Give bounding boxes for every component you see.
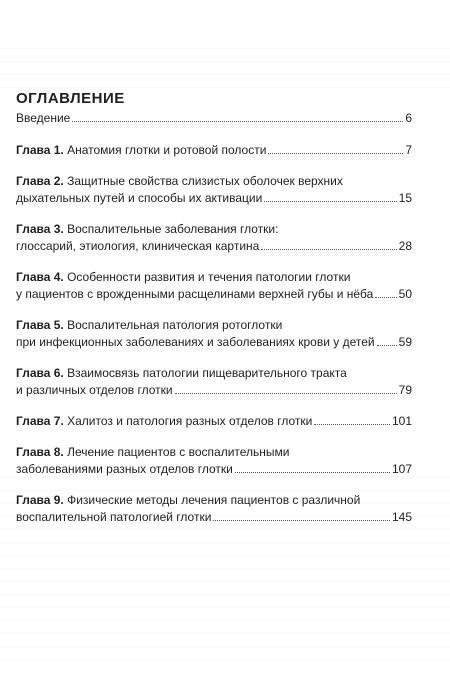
leader-dots bbox=[235, 472, 390, 473]
leader-dots bbox=[314, 424, 390, 425]
page-number: 28 bbox=[398, 239, 412, 253]
chapter-label: Глава 9. bbox=[16, 493, 68, 507]
entry-last-line bbox=[16, 382, 412, 399]
chapter-label: Глава 3. bbox=[16, 222, 68, 236]
chapter-label: Глава 8. bbox=[16, 445, 68, 459]
chapter-label: Глава 2. bbox=[16, 174, 68, 188]
entry-title-text: Воспалительные заболевания глотки: bbox=[67, 222, 279, 236]
page-number: 145 bbox=[391, 510, 412, 524]
entry-title-text: Глава 1. Анатомия глотки и ротовой полости bbox=[16, 143, 267, 157]
entry-title-text: Физические методы лечения пациентов с различной bbox=[67, 493, 361, 507]
toc-entry[interactable] bbox=[16, 492, 412, 526]
page-number: 59 bbox=[398, 335, 412, 349]
entry-last-line bbox=[16, 110, 412, 127]
entry-title-line bbox=[16, 173, 412, 190]
entry-title-text: Введение bbox=[16, 111, 71, 125]
toc-list bbox=[16, 110, 412, 540]
entry-title-text: и различных отделов глотки bbox=[16, 383, 173, 397]
page-number: 101 bbox=[391, 414, 412, 428]
leader-dots bbox=[72, 121, 403, 122]
leader-dots bbox=[261, 249, 396, 250]
page-number: 6 bbox=[405, 111, 412, 125]
entry-title-text: у пациентов с врожденными расщелинами верхней губы и нёба bbox=[16, 287, 374, 301]
chapter-label: Глава 5. bbox=[16, 318, 68, 332]
page-number: 107 bbox=[391, 462, 412, 476]
leader-dots bbox=[213, 520, 390, 521]
toc-entry[interactable] bbox=[16, 413, 412, 430]
toc-entry[interactable] bbox=[16, 365, 412, 399]
entry-title-text: Воспалительная патология ротоглотки bbox=[67, 318, 283, 332]
entry-last-line bbox=[16, 461, 412, 478]
entry-last-line bbox=[16, 190, 412, 207]
toc-entry[interactable] bbox=[16, 317, 412, 351]
toc-entry[interactable] bbox=[16, 269, 412, 303]
leader-dots bbox=[375, 297, 396, 298]
entry-title-line bbox=[16, 269, 412, 286]
entry-title-line bbox=[16, 221, 412, 238]
page-number: 50 bbox=[398, 287, 412, 301]
entry-title-line bbox=[16, 492, 412, 509]
leader-dots bbox=[377, 345, 397, 346]
page-number: 7 bbox=[405, 143, 412, 157]
page-number: 79 bbox=[398, 383, 412, 397]
entry-title-text: дыхательных путей и способы их активации bbox=[16, 191, 263, 205]
entry-title-text: глоссарий, этиология, клиническая картина bbox=[16, 239, 260, 253]
entry-last-line bbox=[16, 142, 412, 159]
toc-entry[interactable] bbox=[16, 142, 412, 159]
entry-last-line bbox=[16, 238, 412, 255]
page-title: ОГЛАВЛЕНИЕ bbox=[16, 90, 125, 107]
toc-entry[interactable] bbox=[16, 173, 412, 207]
chapter-label: Глава 6. bbox=[16, 366, 68, 380]
entry-title-line bbox=[16, 317, 412, 334]
entry-last-line bbox=[16, 286, 412, 303]
leader-dots bbox=[268, 153, 403, 154]
chapter-label: Глава 1. bbox=[16, 143, 68, 157]
entry-title-line bbox=[16, 365, 412, 382]
toc-entry[interactable] bbox=[16, 444, 412, 478]
leader-dots bbox=[264, 201, 396, 202]
chapter-label: Глава 7. bbox=[16, 414, 68, 428]
entry-title-text: воспалительной патологией глотки bbox=[16, 510, 212, 524]
toc-entry[interactable] bbox=[16, 221, 412, 255]
entry-title-text: Защитные свойства слизистых оболочек верхних bbox=[67, 174, 343, 188]
entry-title-text: Взаимосвязь патологии пищеварительного тракта bbox=[67, 366, 347, 380]
entry-title-text: Глава 7. Халитоз и патология разных отделов глотки bbox=[16, 414, 313, 428]
entry-title-text: при инфекционных заболеваниях и заболеваниях крови у детей bbox=[16, 335, 375, 349]
entry-last-line bbox=[16, 413, 412, 430]
bleed-through-top bbox=[0, 38, 450, 88]
entry-title-text: Особенности развития и течения патологии глотки bbox=[67, 270, 351, 284]
leader-dots bbox=[175, 393, 397, 394]
chapter-label: Глава 4. bbox=[16, 270, 68, 284]
entry-title-line bbox=[16, 444, 412, 461]
entry-last-line bbox=[16, 509, 412, 526]
entry-title-text: заболеваниями разных отделов глотки bbox=[16, 462, 233, 476]
page-number: 15 bbox=[398, 191, 412, 205]
toc-entry[interactable] bbox=[16, 110, 412, 127]
entry-last-line bbox=[16, 334, 412, 351]
entry-title-text: Лечение пациентов с воспалительными bbox=[67, 445, 290, 459]
